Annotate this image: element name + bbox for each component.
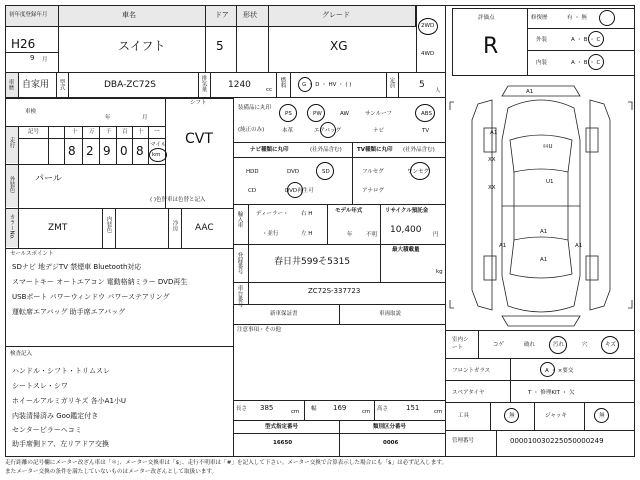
door-value: 5 bbox=[216, 39, 224, 53]
seat-scratch-circle bbox=[601, 336, 619, 354]
notes-label: 注意事項・その他 bbox=[237, 327, 282, 333]
recycle-label: リサイクル預託金 bbox=[385, 208, 429, 214]
exterior-grade-options: A ・ B ・ C bbox=[571, 37, 601, 43]
equip-pw-circle bbox=[307, 104, 325, 122]
damage-a1-rear: A1 bbox=[540, 229, 548, 235]
width-unit: cm bbox=[362, 409, 371, 415]
shift-label: シフト bbox=[190, 100, 207, 106]
odo-col-ichi: 一 bbox=[154, 129, 160, 135]
category-no-label: 類別区分番号 bbox=[373, 424, 407, 430]
repair-none-circle bbox=[599, 10, 615, 26]
exterior-grade-label: 外装 bbox=[536, 37, 548, 43]
equip-abs: ABS bbox=[421, 111, 432, 117]
odo-digit-5: 8 bbox=[136, 144, 144, 158]
ext-color-value: パール bbox=[35, 174, 62, 184]
usage-value: 自家用 bbox=[22, 80, 50, 90]
damage-a1-front: A1 bbox=[526, 89, 534, 95]
grade-value: XG bbox=[330, 39, 348, 53]
odo-col-juu: 十 bbox=[138, 129, 144, 135]
spare-tire-options: T ・ 修理KIT ・ 欠 bbox=[528, 390, 575, 396]
navi-type-label: ナビ種類に丸印 bbox=[250, 147, 289, 153]
insp-line-4: 内装清掃済み Goo鑑定付き bbox=[12, 412, 99, 420]
inspection-month-unit: 月 bbox=[142, 115, 148, 121]
drive-circle bbox=[418, 18, 438, 35]
equip-pw: PW bbox=[313, 111, 322, 117]
insp-line-1: ハンドル・シフト・トリムスレ bbox=[12, 367, 110, 375]
drive-4wd: 4WD bbox=[421, 51, 435, 57]
shape-label: 形状 bbox=[243, 11, 257, 19]
interior-grade-options: A ・ B ・ C bbox=[571, 60, 601, 66]
capacity-value: 5 bbox=[419, 80, 425, 90]
first-reg-label: 初年度登録年月 bbox=[9, 12, 48, 18]
tools-none-circle bbox=[504, 408, 519, 423]
odo-mile: マイル bbox=[150, 142, 167, 148]
import-parallel: ・並行 bbox=[262, 231, 279, 237]
plate-value: 春日井599そ5315 bbox=[274, 257, 351, 267]
equip-tv: TV bbox=[422, 128, 430, 134]
equip-airbag-circle bbox=[320, 122, 336, 138]
equip-ps: PS bbox=[285, 111, 292, 117]
int-color-label: 内装色 bbox=[105, 216, 112, 233]
recycle-value: 10,400 bbox=[390, 225, 422, 235]
length-unit: cm bbox=[291, 409, 300, 415]
frame-value: ZC72S-337723 bbox=[308, 287, 361, 295]
insp-line-3: ホイールアルミガリキズ 各小A1小U bbox=[12, 397, 127, 405]
score-value: R bbox=[483, 34, 499, 59]
height-unit: cm bbox=[434, 409, 443, 415]
navi-dvd-play-circle bbox=[287, 182, 303, 198]
navi-dvd-play: DVD再生可 bbox=[285, 188, 314, 194]
capacity-unit: 人 bbox=[435, 88, 441, 94]
navi-type-sub: (社外品含む) bbox=[310, 147, 342, 153]
color-no-label: カラーNo. bbox=[8, 214, 15, 240]
sales-points-label: セールスポイント bbox=[10, 251, 54, 257]
max-load-label: 最大積載量 bbox=[392, 247, 420, 253]
tv-type-label: TV種類に丸印 bbox=[357, 147, 393, 153]
model-label: 型式 bbox=[58, 79, 65, 90]
model-value: DBA-ZC72S bbox=[104, 80, 156, 90]
seat-tear: 破れ bbox=[524, 342, 536, 348]
sales-line-3: USBポート パワーウィンドウ パワーステアリング bbox=[12, 293, 170, 301]
seat-hole: 穴 bbox=[582, 342, 588, 348]
odo-digit-1: 8 bbox=[68, 144, 76, 158]
management-no-label: 管理番号 bbox=[452, 438, 475, 444]
navi-dvd: DVD bbox=[287, 169, 300, 175]
windshield-options: A ・ ×要交 bbox=[545, 368, 574, 374]
tv-fullseg: フルセグ bbox=[362, 169, 384, 175]
door-label: ドア bbox=[215, 11, 229, 19]
tv-oneseg: ワンセグ bbox=[407, 169, 430, 175]
category-no-value: 0006 bbox=[383, 440, 399, 446]
repair-history-label: 修復歴 bbox=[531, 15, 548, 21]
score-label: 評価点 bbox=[478, 15, 495, 21]
damage-a1-left-rear: A1 bbox=[499, 243, 507, 249]
max-load-unit: kg bbox=[436, 269, 443, 275]
plate-label: 登録番号 bbox=[236, 252, 243, 274]
interior-grade-label: 内装 bbox=[536, 60, 548, 66]
displacement-label: 排気量 bbox=[200, 75, 207, 92]
sales-line-1: SDナビ 地デジTV 禁煙車 Bluetooth対応 bbox=[12, 263, 142, 271]
import-label: 輸入車 bbox=[236, 211, 243, 228]
navi-sd-circle bbox=[316, 162, 334, 180]
width-label: 幅 bbox=[311, 406, 317, 412]
import-dealer: ディーラー・ bbox=[256, 211, 289, 217]
navi-cd: CD bbox=[248, 188, 257, 194]
first-reg-year: H26 bbox=[11, 37, 36, 51]
car-damage-diagram bbox=[448, 80, 634, 328]
equip-sunroof: サンルーフ bbox=[365, 111, 392, 117]
tools-label: 工具 bbox=[458, 413, 470, 419]
seat-burn: コゲ bbox=[493, 342, 505, 348]
fuel-label: 燃料 bbox=[279, 77, 286, 88]
tv-analog: アナログ bbox=[362, 188, 385, 194]
insp-line-6: 助手席側ドア、左リアドア交換 bbox=[12, 440, 110, 448]
footer-note-1: 走行距離の記号欄にメーター改ざん車は「＊」、メーター交換車は「$」、走行不明車は「#」を記入して下さい。メーター交換で合算表示した場合にも「$」は必ず記入します。 bbox=[5, 460, 448, 466]
length-value: 385 bbox=[260, 404, 274, 412]
handle-left: 左 H bbox=[301, 231, 313, 237]
insp-line-2: シートスレ・シワ bbox=[12, 382, 68, 390]
damage-xx-left-rear: XX bbox=[488, 185, 496, 191]
displacement-unit: cc bbox=[266, 87, 273, 93]
sales-line-4: 運転席エアバッグ 助手席エアバッグ bbox=[12, 308, 126, 316]
spare-tire-label: スペアタイヤ bbox=[452, 390, 485, 396]
history-label: 車歴 bbox=[7, 79, 14, 90]
handle-right: 右 H bbox=[301, 211, 313, 217]
height-value: 151 bbox=[406, 404, 420, 412]
odo-col-10: 十 bbox=[72, 129, 78, 135]
navi-hdd: HDD bbox=[246, 169, 259, 175]
jack-label: ジャッキ bbox=[545, 413, 567, 419]
damage-a1-left-front: A1 bbox=[490, 130, 498, 136]
equip-airbag: エアバッグ bbox=[314, 128, 342, 134]
navi-sd: SD bbox=[322, 169, 330, 175]
odo-km-circle bbox=[149, 148, 167, 162]
odo-digit-3: 9 bbox=[103, 144, 111, 158]
tv-oneseg-circle bbox=[410, 162, 430, 180]
warranty-label: 新車保証書 bbox=[270, 311, 298, 317]
fuel-options: G ・ D ・ HV ・ ( ) bbox=[302, 82, 352, 88]
ext-color-label: 外装色 bbox=[8, 176, 15, 193]
car-name-label: 車名 bbox=[122, 11, 136, 19]
odo-digit-4: 0 bbox=[120, 144, 128, 158]
equipment-sub: (純正のみ) bbox=[238, 127, 265, 133]
fuel-circle bbox=[298, 77, 312, 92]
displacement-value: 1240 bbox=[228, 80, 251, 90]
equipment-label: 装備品に丸印 bbox=[238, 105, 272, 111]
seat-stain-circle bbox=[549, 336, 567, 354]
first-reg-month-unit: 月 bbox=[42, 57, 48, 63]
management-no-value: 000010030225050000249 bbox=[510, 437, 604, 445]
windshield-a-circle bbox=[540, 362, 555, 377]
odo-km: km bbox=[152, 152, 161, 158]
damage-u1-roof: U1 bbox=[546, 179, 554, 185]
inspection-year-unit: 年 bbox=[105, 115, 111, 121]
odo-col-sen: 千 bbox=[106, 129, 112, 135]
frame-label: 車台番号 bbox=[236, 285, 243, 307]
first-reg-month: 9 bbox=[30, 54, 35, 62]
recycle-unit: 円 bbox=[433, 232, 439, 238]
color-change-note: ( )色替車は色替と記入 bbox=[150, 197, 206, 203]
color-no-value: ZMT bbox=[48, 223, 68, 233]
grade-label: グレード bbox=[322, 11, 350, 19]
jack-value: 無 bbox=[599, 413, 605, 419]
manual-label: 車両取説 bbox=[379, 311, 402, 317]
odo-col-hyaku: 百 bbox=[122, 129, 128, 135]
type-no-value: 16650 bbox=[273, 440, 293, 446]
equip-aw: AW bbox=[340, 111, 349, 117]
equip-ps-circle bbox=[279, 104, 297, 122]
car-name-value: スイフト bbox=[118, 39, 166, 53]
damage-a1-right-rear: A1 bbox=[575, 243, 583, 249]
interior-b-circle bbox=[588, 54, 604, 70]
insp-line-5: センターピラーヘコミ bbox=[12, 426, 82, 434]
sales-line-2: スマートキー オートエアコン 電動格納ミラー DVD再生 bbox=[12, 278, 188, 286]
tv-type-sub: (社外品含む) bbox=[403, 147, 435, 153]
odometer-side-label: 走行 bbox=[8, 137, 15, 148]
interior-seat-label: 室内シート bbox=[452, 337, 469, 351]
header-label-row bbox=[5, 5, 416, 27]
equip-abs-circle bbox=[415, 104, 435, 122]
inspection-notes-label: 検査記入 bbox=[10, 351, 33, 357]
type-no-label: 型式指定番号 bbox=[265, 424, 299, 430]
damage-xx-left-door: XX bbox=[488, 157, 496, 163]
cooling-label: 冷房 bbox=[171, 220, 178, 231]
height-label: 高さ bbox=[377, 406, 389, 412]
odo-col-symbol: 記号 bbox=[28, 129, 40, 135]
windshield-label: フロントガラス bbox=[452, 368, 491, 374]
equip-leather: 本革 bbox=[282, 128, 294, 134]
inspection-label: 車検 bbox=[25, 109, 37, 115]
model-year-unknown: 不明 bbox=[366, 232, 378, 238]
aircon-value: AAC bbox=[195, 223, 214, 233]
drive-2wd: 2WD bbox=[421, 23, 435, 29]
model-year-unit: 年 bbox=[347, 232, 353, 238]
tools-value: 無 bbox=[509, 413, 515, 419]
damage-ruu-roof: ﾙﾙU bbox=[543, 144, 553, 150]
seat-stain: 汚れ bbox=[553, 342, 565, 348]
odo-col-man: 万 bbox=[89, 129, 95, 135]
shift-value: CVT bbox=[185, 131, 213, 147]
damage-a1-bumper: A1 bbox=[540, 257, 548, 263]
footer-note-2: またメーター交換の条件を満たしていないものはメーター改ざんとして取扱います。 bbox=[5, 469, 218, 475]
exterior-b-circle bbox=[588, 31, 604, 47]
odo-digit-2: 2 bbox=[86, 144, 94, 158]
model-year-label: モデル年式 bbox=[335, 208, 363, 214]
repair-history-options: 有 ・ 無 bbox=[567, 15, 587, 21]
length-label: 長さ bbox=[236, 406, 248, 412]
capacity-label: 定員 bbox=[388, 77, 395, 88]
jack-none-circle bbox=[594, 408, 609, 423]
seat-scratch: キズ bbox=[605, 342, 616, 348]
width-value: 169 bbox=[333, 404, 347, 412]
equip-navi: ナビ bbox=[373, 128, 385, 134]
